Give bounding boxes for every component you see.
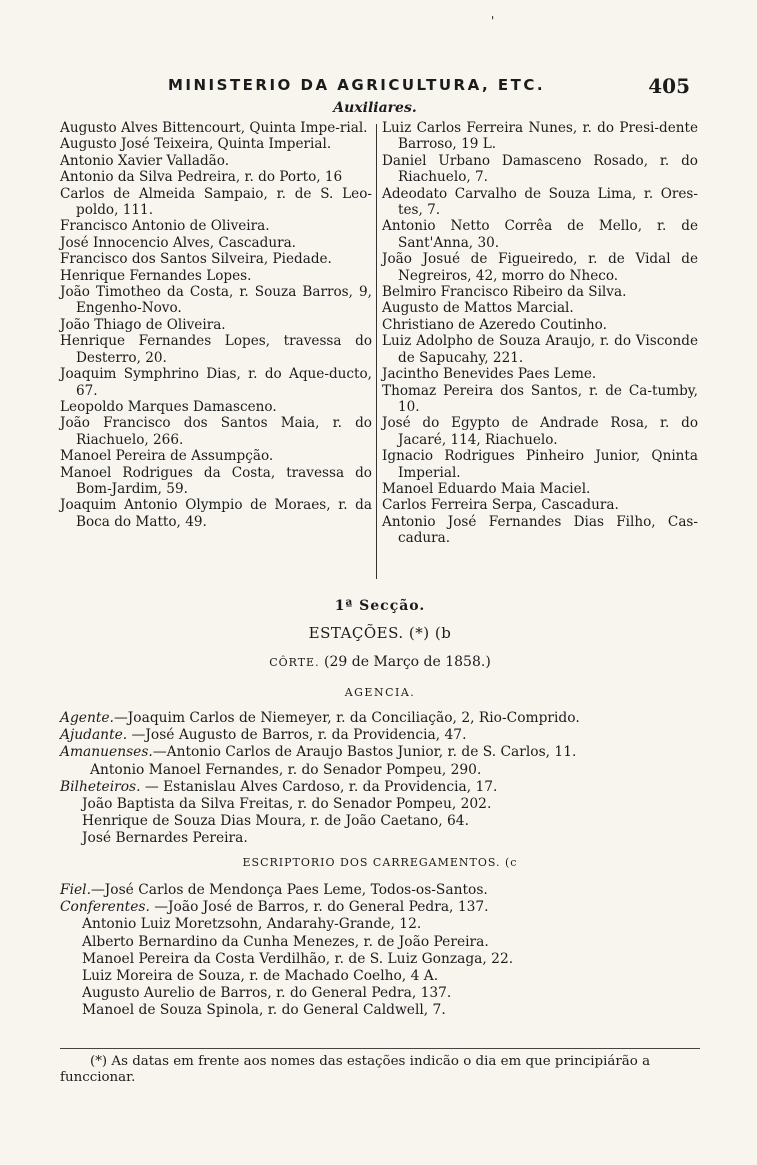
role-label: Agente. xyxy=(60,710,114,726)
role-label: Ajudante. xyxy=(60,727,128,744)
list-item: Daniel Urbano Damasceno Rosado, r. do Riachuelo, 7. xyxy=(382,152,698,186)
list-item: João Francisco dos Santos Maia, r. do Riachuelo, 266. xyxy=(60,415,372,448)
list-item: Joaquim Antonio Olympio de Moraes, r. da Boca do Matto, 49. xyxy=(60,497,372,530)
list-item: Augusto de Mattos Marcial. xyxy=(382,300,574,317)
list-item: Francisco Antonio de Oliveira. xyxy=(60,218,270,235)
role-text: —José Carlos de Mendonça Paes Leme, Todos-os-Santos. xyxy=(90,882,488,898)
ajudante-line xyxy=(60,727,700,744)
role-label: Amanuenses. xyxy=(60,744,153,761)
corte-date: (29 de Março de 1858.) xyxy=(324,654,491,670)
role-text: — Estanislau Alves Cardoso, r. da Providencia, 17. xyxy=(140,778,498,795)
auxiliares-heading: Auxiliares. xyxy=(333,100,417,116)
list-item: João Baptista da Silva Freitas, r. do Senador Pompeu, 202. xyxy=(82,796,492,813)
corte-heading xyxy=(60,654,700,670)
role-text: —José Augusto de Barros, r. da Providencia, 47. xyxy=(127,727,467,744)
conferentes-line xyxy=(60,899,700,916)
list-item: Adeodato Carvalho de Souza Lima, r. Ores-tes, 7. xyxy=(382,185,698,219)
list-item: Augusto José Teixeira, Quinta Imperial. xyxy=(60,136,332,153)
agencia-heading: AGENCIA. xyxy=(344,686,416,699)
agencia-list xyxy=(60,710,700,848)
list-item: Antonio Manoel Fernandes, r. do Senador Pompeu, 290. xyxy=(90,761,482,778)
left-column xyxy=(60,120,372,530)
role-text: —Antonio Carlos de Araujo Bastos Junior, r. de S. Carlos, 11. xyxy=(152,744,577,761)
section-heading: 1ª Secção. xyxy=(334,598,426,614)
list-item: Antonio Xavier Valladão. xyxy=(60,152,230,169)
list-item: Leopoldo Marques Damasceno. xyxy=(60,398,277,415)
list-item: Joaquim Symphrino Dias, r. do Aque-ducto, 67. xyxy=(60,366,372,399)
list-item: Manoel Pereira da Costa Verdilhão, r. de S. Luiz Gonzaga, 22. xyxy=(82,950,514,967)
column-divider xyxy=(376,124,377,579)
list-item: Manoel Pereira de Assumpção. xyxy=(60,448,274,465)
escriptorio-heading: ESCRIPTORIO DOS CARREGAMENTOS. (c xyxy=(242,856,518,869)
list-item: Christiano de Azeredo Coutinho. xyxy=(382,316,607,333)
role-label: Fiel. xyxy=(60,882,91,898)
list-item: Henrique Fernandes Lopes, travessa do Desterro, 20. xyxy=(60,333,372,366)
list-item: Henrique Fernandes Lopes. xyxy=(60,267,252,284)
list-item: José Innocencio Alves, Cascadura. xyxy=(60,234,297,251)
auxiliares-columns xyxy=(60,120,698,580)
estacoes-heading: ESTAÇÕES. (*) (b xyxy=(308,624,452,642)
role-text: —João José de Barros, r. do General Pedra, 137. xyxy=(149,899,489,916)
list-item: Alberto Bernardino da Cunha Menezes, r. de João Pereira. xyxy=(82,933,489,950)
footnote-rule xyxy=(60,1048,700,1049)
list-item: João Thiago de Oliveira. xyxy=(60,316,226,333)
agente-line xyxy=(60,710,700,727)
list-item: João Josué de Figueiredo, r. de Vidal de Negreiros, 42, morro do Nheco. xyxy=(382,251,698,284)
role-text: —Joaquim Carlos de Niemeyer, r. da Conciliação, 2, Rio-Comprido. xyxy=(113,710,580,726)
footnote: (*) As datas em frente aos nomes das estações indicão o dia em que principiárão a funccionar. xyxy=(60,1054,651,1085)
corte-label: CÔRTE. xyxy=(269,656,320,669)
list-item: Carlos de Almeida Sampaio, r. de S. Leo-poldo, 111. xyxy=(60,185,372,219)
list-item: Antonio Luiz Moretzsohn, Andarahy-Grande, 12. xyxy=(82,916,422,933)
list-item: Antonio José Fernandes Dias Filho, Cas-cadura. xyxy=(382,513,698,547)
role-label: Bilheteiros. xyxy=(60,778,141,795)
fiel-line xyxy=(60,882,700,899)
list-item: Henrique de Souza Dias Moura, r. de João Caetano, 64. xyxy=(82,813,469,830)
list-item: Augusto Alves Bittencourt, Quinta Impe-rial. xyxy=(60,120,368,136)
list-item: Manoel Rodrigues da Costa, travessa do Bom-Jardim, 59. xyxy=(60,464,372,497)
list-item: Jacintho Benevides Paes Leme. xyxy=(382,366,597,383)
list-item: João Timotheo da Costa, r. Souza Barros, 9, Engenho-Novo. xyxy=(60,284,372,317)
list-item: Augusto Aurelio de Barros, r. do General Pedra, 137. xyxy=(82,985,452,1002)
role-label: Conferentes. xyxy=(60,899,150,916)
list-item: Carlos Ferreira Serpa, Cascadura. xyxy=(382,497,619,514)
list-item: Belmiro Francisco Ribeiro da Silva. xyxy=(382,284,627,301)
list-item: Manoel Eduardo Maia Maciel. xyxy=(382,480,591,497)
running-title: MINISTERIO DA AGRICULTURA, ETC. xyxy=(168,76,546,94)
list-item: Luiz Carlos Ferreira Nunes, r. do Presi-dente Barroso, 19 L. xyxy=(382,120,698,153)
list-item: Antonio da Silva Pedreira, r. do Porto, 16 xyxy=(60,169,343,186)
list-item: Ignacio Rodrigues Pinheiro Junior, Qninta Imperial. xyxy=(382,448,698,481)
list-item: José do Egypto de Andrade Rosa, r. do Jacaré, 114, Riachuelo. xyxy=(382,415,698,448)
escriptorio-list xyxy=(60,882,700,1020)
list-item: Luiz Adolpho de Souza Araujo, r. do Visconde de Sapucahy, 221. xyxy=(382,333,698,366)
page-number: 405 xyxy=(648,74,690,98)
list-item: José Bernardes Pereira. xyxy=(82,830,248,847)
list-item: Manoel de Souza Spinola, r. do General Caldwell, 7. xyxy=(82,1002,446,1019)
list-item: Antonio Netto Corrêa de Mello, r. de Sant'Anna, 30. xyxy=(382,218,698,251)
list-item: Luiz Moreira de Souza, r. de Machado Coelho, 4 A. xyxy=(82,968,439,985)
amanuenses-line xyxy=(60,744,700,761)
list-item: Thomaz Pereira dos Santos, r. de Ca-tumby, 10. xyxy=(382,382,698,415)
right-column xyxy=(382,120,698,547)
bilheteiros-line xyxy=(60,779,700,796)
list-item: Francisco dos Santos Silveira, Piedade. xyxy=(60,251,332,268)
stray-mark: ' xyxy=(491,14,495,28)
